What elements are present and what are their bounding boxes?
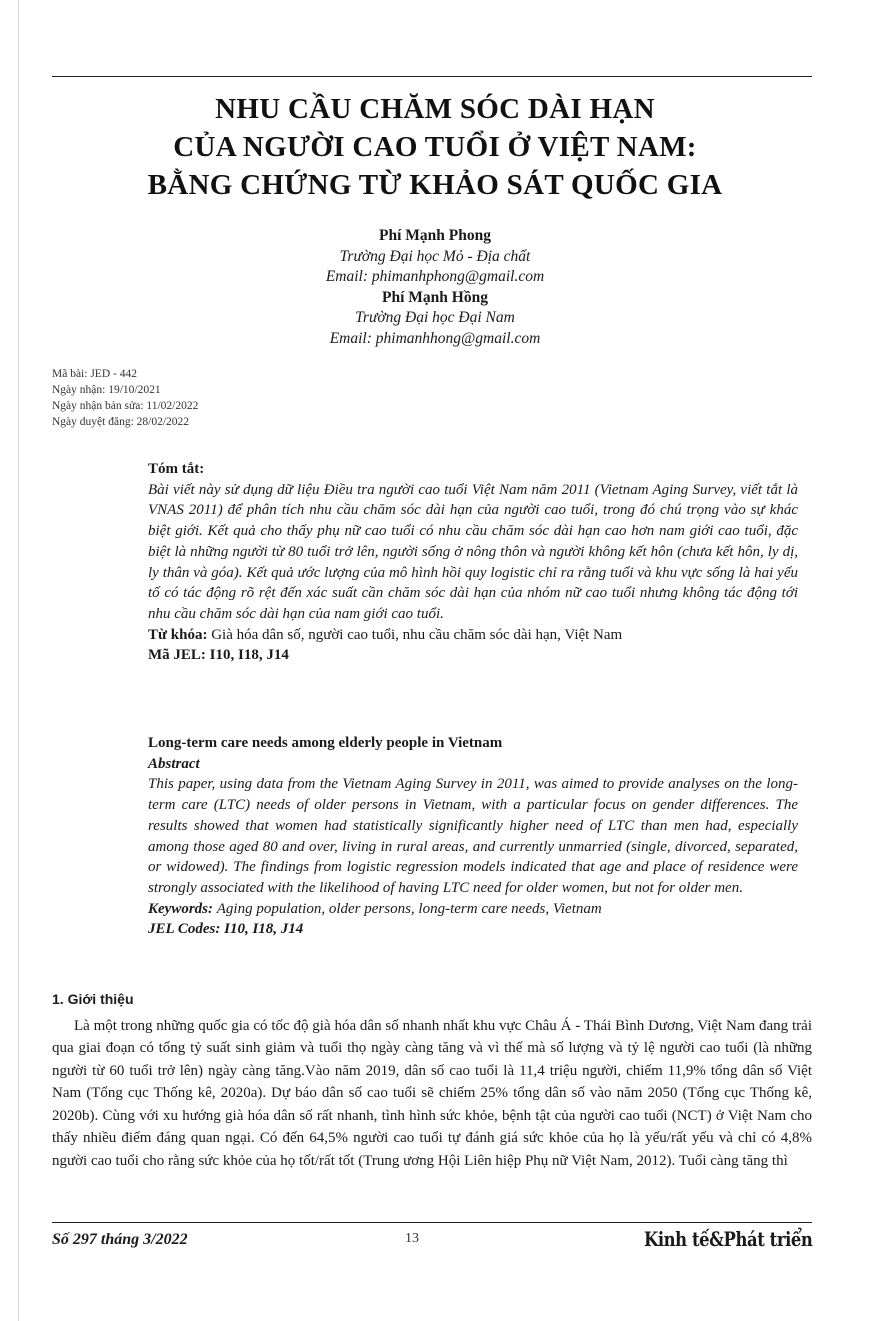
journal-logo: Kinh tế&Phát triển bbox=[643, 1227, 812, 1251]
jel-vi: Mã JEL: I10, I18, J14 bbox=[148, 647, 289, 664]
author-1-email: Email: phimanhphong@gmail.com bbox=[325, 268, 545, 285]
page-edge-line bbox=[18, 0, 19, 1321]
article-code: Mã bài: JED - 442 bbox=[52, 368, 137, 380]
title-line-1: NHU CẦU CHĂM SÓC DÀI HẠN bbox=[215, 93, 655, 125]
keywords-en-label: Keywords: bbox=[148, 900, 213, 917]
author-block bbox=[60, 226, 810, 349]
section-introduction bbox=[52, 988, 812, 1172]
abstract-english bbox=[148, 733, 798, 940]
date-accepted: Ngày duyệt đăng: 28/02/2022 bbox=[52, 416, 190, 428]
abstract-vi-body: Bài viết này sử dụng dữ liệu Điều tra người cao tuổi Việt Nam năm 2011 (Vietnam Aging Survey, viết tắt là VNAS 2011) để phân tích nhu cầu chăm sóc dài hạn của người cao tuổi, trong đó chú trọng vào sự khác biệt giới. Kết quả cho thấy phụ nữ cao tuổi có nhu cầu chăm sóc dài hạn cao hơn nam giới cao tuổi, đặc biệt là những người từ 80 tuổi trở lên, người sống ở nông thôn và người không kết hôn (chưa kết hôn, ly dị, ly thân và góa). Kết quả ước lượng của mô hình hồi quy logistic chỉ ra rằng tuổi và khu vực sống là hai yếu tố có tác động rõ rệt đến xác suất cần chăm sóc dài hạn của nhóm nữ cao tuổi nhưng không tác động tới nhu cầu chăm sóc dài hạn của nam giới cao tuổi. bbox=[148, 481, 798, 622]
title-line-3: BẰNG CHỨNG TỪ KHẢO SÁT QUỐC GIA bbox=[147, 169, 723, 201]
author-1-affiliation: Trường Đại học Mỏ - Địa chất bbox=[339, 247, 531, 265]
section-paragraph: Là một trong những quốc gia có tốc độ già hóa dân số nhanh nhất khu vực Châu Á - Thái Bình Dương, Việt Nam đang trải qua giai đoạn có tổng tỷ suất sinh giảm và tuổi thọ ngày càng tăng và vì thế mà số lượng và tỷ lệ người cao tuổi (là những người từ 60 tuổi trở lên) ngày càng tăng.Vào năm 2019, dân số cao tuổi là 11,4 triệu người, chiếm 11,9% tổng dân số Việt Nam (Tổng cục Thống kê, 2020a). Dự báo dân số cao tuổi sẽ chiếm 25% tổng dân số vào năm 2050 (Tổng cục Thống kê, 2020b). Cùng với xu hướng già hóa dân số rất nhanh, tình hình sức khỏe, bệnh tật của người cao tuổi (NCT) ở Việt Nam cho thấy nhiều điểm đáng quan ngại. Có đến 64,5% người cao tuổi tự đánh giá sức khỏe của họ là yếu/rất yếu và chỉ có 4,8% người cao tuổi cho rằng sức khỏe của họ tốt/rất tốt (Trung ương Hội Liên hiệp Phụ nữ Việt Nam, 2012). Tuổi càng tăng thì bbox=[52, 1017, 812, 1169]
section-heading: 1. Giới thiệu bbox=[52, 991, 134, 1007]
header-rule bbox=[52, 76, 812, 77]
abstract-en-label: Abstract bbox=[148, 755, 200, 772]
abstract-vi-label: Tóm tắt: bbox=[148, 461, 205, 477]
paper-title bbox=[60, 90, 810, 204]
title-line-2: CỦA NGƯỜI CAO TUỔI Ở VIỆT NAM: bbox=[173, 131, 697, 163]
english-title: Long-term care needs among elderly people in Vietnam bbox=[148, 735, 503, 751]
author-2-email: Email: phimanhhong@gmail.com bbox=[329, 329, 541, 347]
date-received: Ngày nhận: 19/10/2021 bbox=[52, 384, 161, 396]
abstract-vietnamese bbox=[148, 459, 798, 666]
issue-label: Số 297 tháng 3/2022 bbox=[52, 1231, 188, 1248]
date-revised: Ngày nhận bản sửa: 11/02/2022 bbox=[52, 400, 199, 412]
keywords-en bbox=[148, 899, 798, 920]
jel-en: JEL Codes: I10, I18, J14 bbox=[148, 921, 304, 938]
keywords-en-text: Aging population, older persons, long-term care needs, Vietnam bbox=[216, 900, 602, 917]
page-number: 13 bbox=[405, 1231, 419, 1246]
footer-rule bbox=[52, 1222, 812, 1223]
keywords-vi bbox=[148, 625, 798, 646]
keywords-vi-text: Già hóa dân số, người cao tuổi, nhu cầu chăm sóc dài hạn, Việt Nam bbox=[211, 626, 623, 643]
author-2-name: Phí Mạnh Hồng bbox=[382, 288, 488, 306]
author-2-affiliation: Trường Đại học Đại Nam bbox=[355, 309, 515, 326]
keywords-vi-label: Từ khóa: bbox=[148, 626, 208, 643]
abstract-en-body: This paper, using data from the Vietnam Aging Survey in 2011, was aimed to provide analyses on the long-term care (LTC) needs of older persons in Vietnam, with a particular focus on gender differences. The results showed that women had statistically significantly higher need of LTC than men had, especially among those aged 80 and over, living in rural areas, and currently unmarried (single, divorced, separated, or widowed). The findings from logistic regression models indicated that age and place of residence were strongly associated with the likelihood of having LTC need for older women, but not for older men. bbox=[148, 776, 798, 896]
article-meta bbox=[52, 366, 198, 430]
author-1-name: Phí Mạnh Phong bbox=[379, 227, 491, 244]
